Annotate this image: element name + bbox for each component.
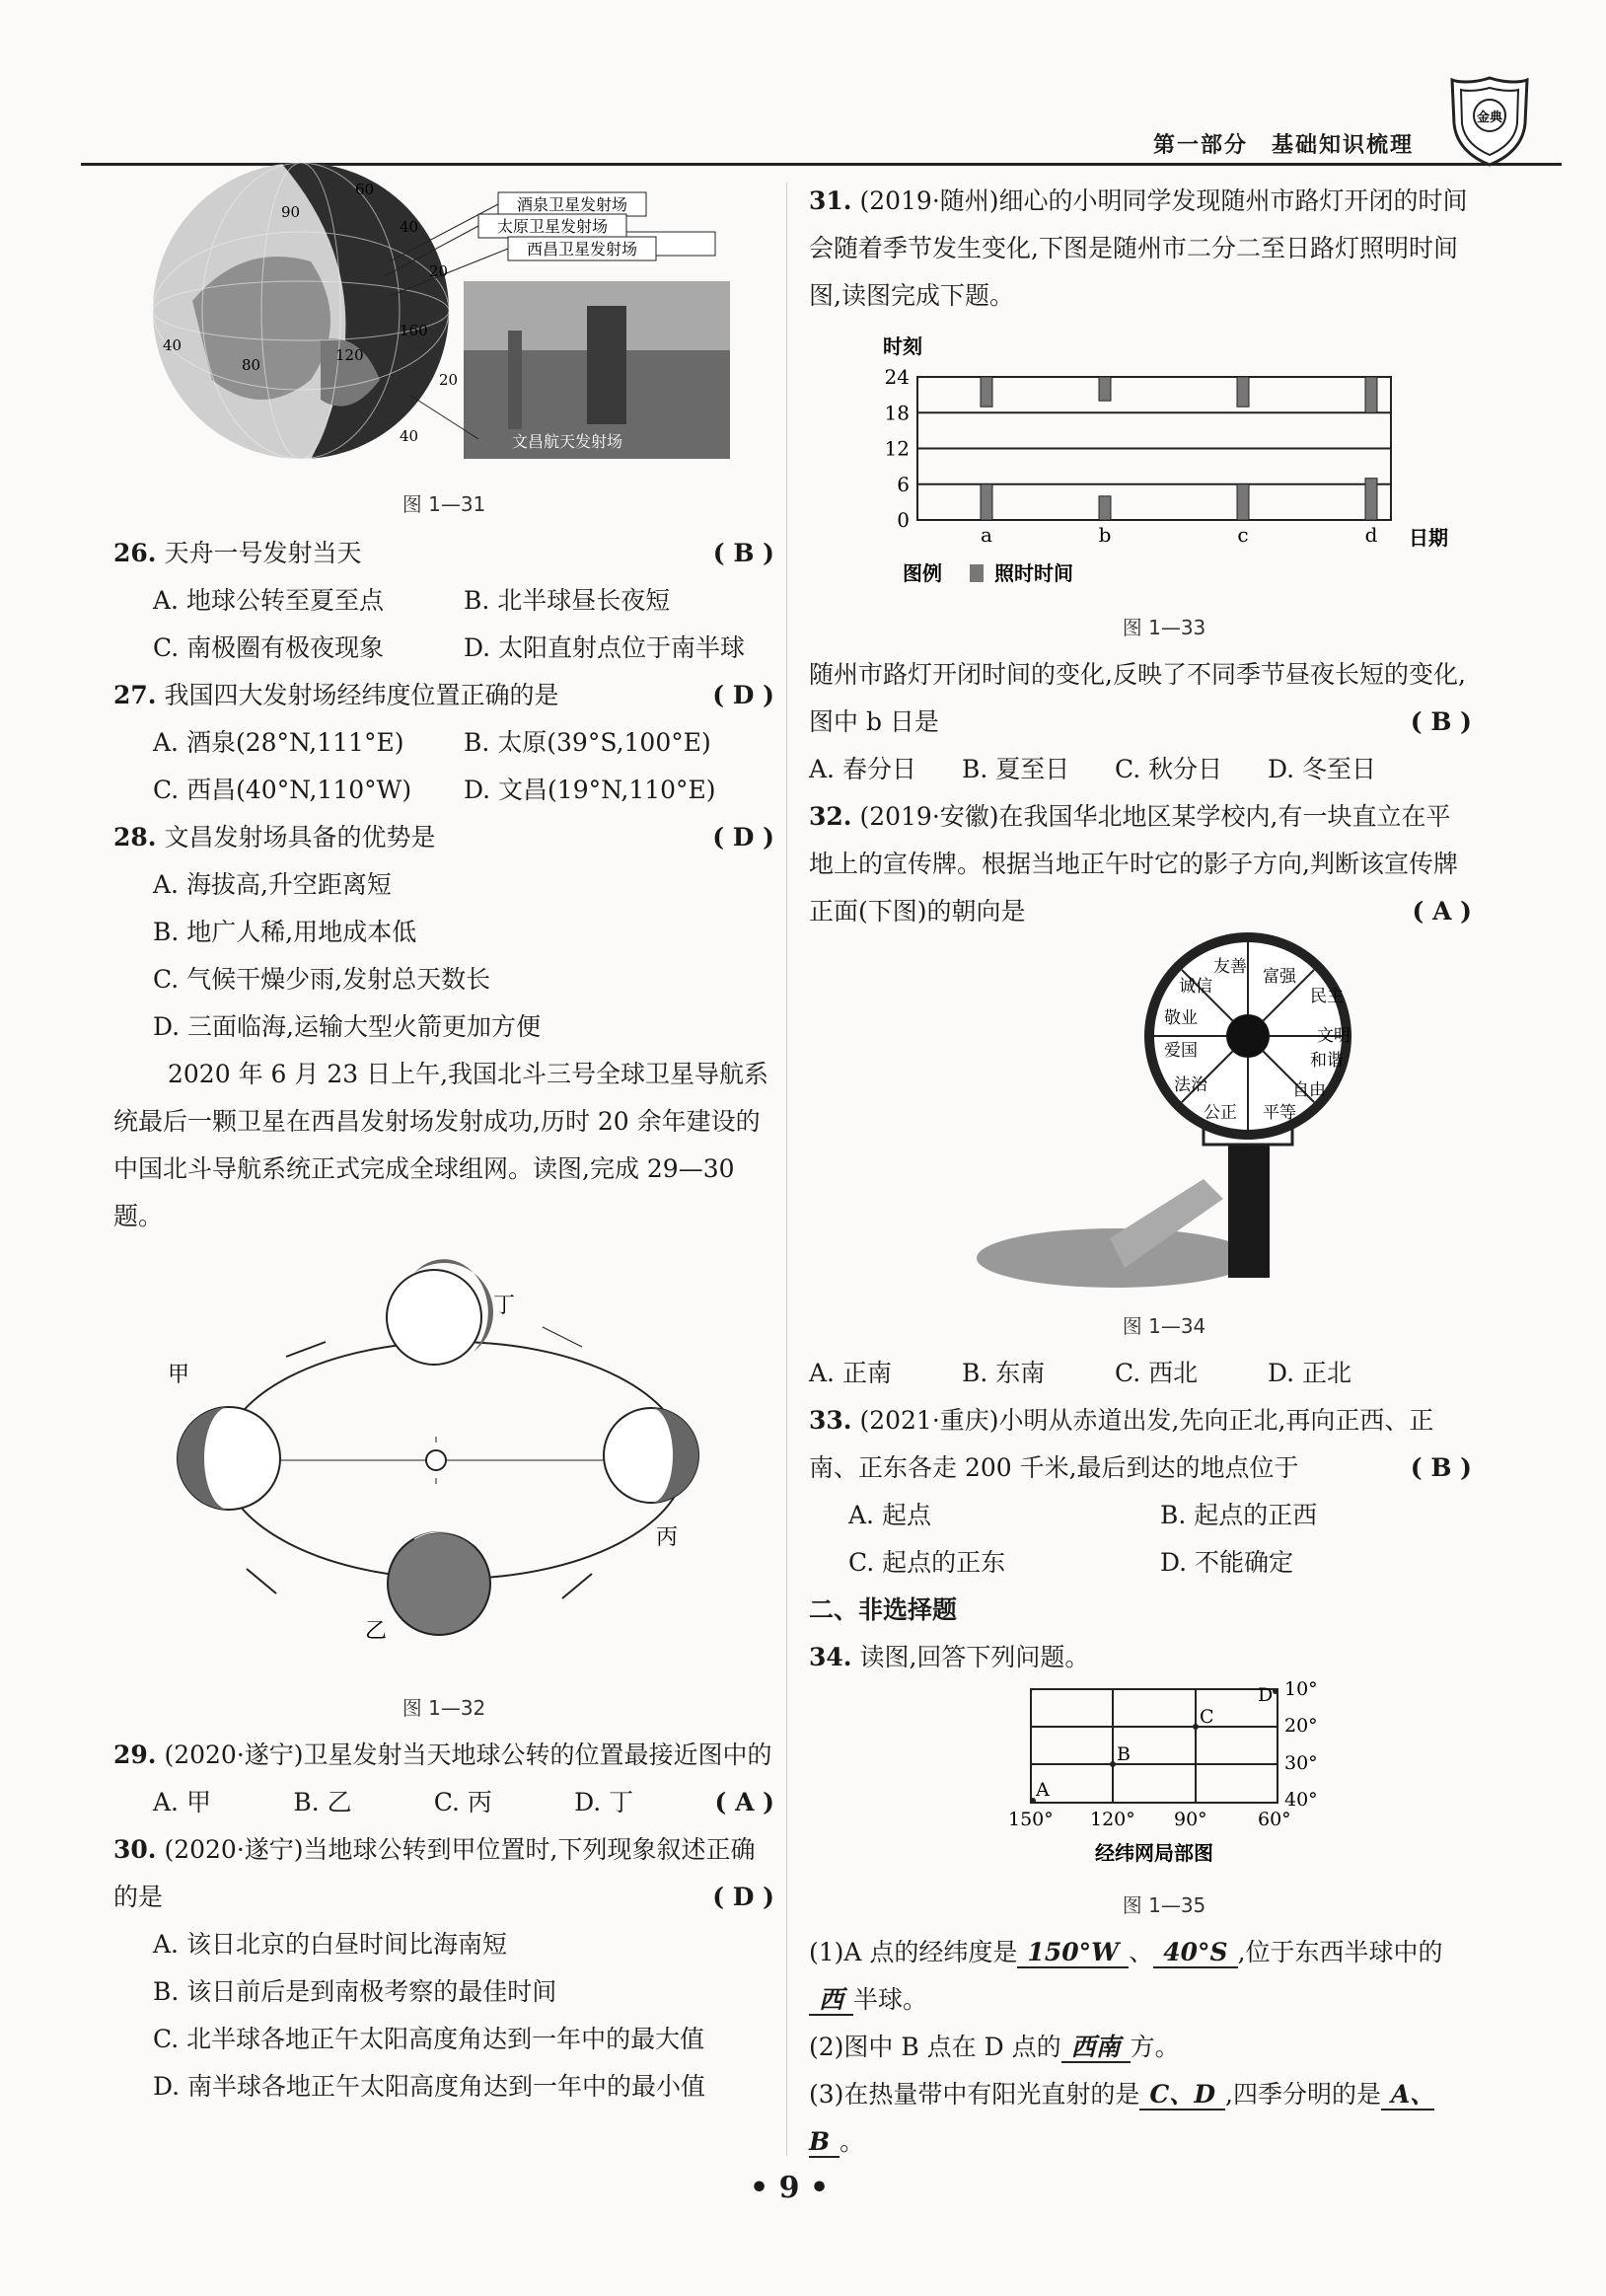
label-taiyuan: 太原卫星发射场 [496,217,609,236]
y-tick-label: 6 [897,472,910,496]
figure-1-32-orbit [168,1273,730,1648]
svg-text:20: 20 [439,371,459,389]
y-tick-label: 24 [884,365,910,389]
question-31: 31. (2019·随州)细心的小明同学发现随州市路灯开闭的时间会随着季节发生变化,下图是随州市二分二至日路灯照明时间图,读图完成下题。 [809,186,1468,310]
label-xichang: 西昌卫星发射场 [526,240,638,259]
svg-text:金典: 金典 [1476,111,1503,125]
svg-text:40°: 40° [1284,1789,1318,1811]
figure-1-31-caption: 图 1—31 [402,492,486,516]
answer-34-1: (1)A 点的经纬度是 150°W 、 40°S ,位于东西半球中的西 半球。 [809,1938,1443,2014]
chart-legend-item: 照时时间 [994,561,1073,585]
figure-1-31-globe [153,183,745,469]
answer-28: ( D ) [712,823,774,852]
figure-1-33-caption: 图 1—33 [1122,616,1206,639]
answer-34-2: (2)图中 B 点在 D 点的 西南 方。 [809,2033,1180,2061]
answer-32: ( A ) [1412,897,1472,926]
bar-c [1237,377,1249,407]
label-wenchang: 文昌航天发射场 [511,432,623,451]
question-26: 26. 天舟一号发射当天 ( B ) [113,530,774,577]
answer-27: ( D ) [712,681,774,709]
svg-text:和谐: 和谐 [1310,1051,1344,1071]
svg-text:30°: 30° [1284,1752,1318,1774]
bar-d [1365,479,1377,520]
svg-text:10°: 10° [1284,1678,1318,1700]
svg-text:120°: 120° [1090,1809,1135,1830]
svg-text:公正: 公正 [1204,1103,1237,1123]
earth-jia [178,1407,280,1510]
x-tick-label: d [1364,523,1378,547]
answer-31: ( B ) [1410,707,1472,736]
question-30: 30. (2020·遂宁)当地球公转到甲位置时,下列现象叙述正确的是 ( D ) [113,1826,774,1921]
svg-text:文明: 文明 [1317,1026,1350,1046]
svg-text:80: 80 [242,356,261,374]
label-ding: 丁 [493,1294,516,1318]
bar-d [1365,377,1377,412]
question-32: 32. (2019·安徽)在我国华北地区某学校内,有一块直立在平地上的宣传牌。根据当地正午时它的影子方向,判断该宣传牌正面(下图)的朝向是 ( A ) [809,793,1472,935]
label-bing: 丙 [656,1525,679,1550]
bar-b [1099,377,1111,401]
svg-text:敬业: 敬业 [1164,1008,1198,1028]
answer-33: ( B ) [1410,1453,1472,1482]
svg-text:20: 20 [429,262,449,280]
header-section: 第一部分 基础知识梳理 [1152,133,1414,158]
bar-c [1237,484,1249,520]
svg-text:40: 40 [400,427,419,445]
svg-text:60: 60 [355,181,375,198]
svg-text:A: A [1036,1779,1050,1801]
svg-text:40: 40 [400,218,419,236]
svg-text:150°: 150° [1008,1809,1054,1830]
bar-a [981,377,992,407]
question-29: 29. (2020·遂宁)卫星发射当天地球公转的位置最接近图中的 ( A ) [113,1732,774,1779]
x-tick-label: c [1237,523,1249,547]
bar-b [1099,496,1111,520]
svg-text:90: 90 [281,203,301,221]
svg-text:友善: 友善 [1213,957,1247,977]
x-tick-label: b [1098,523,1112,547]
svg-text:爱国: 爱国 [1164,1041,1198,1061]
figure-1-34-signboard [977,942,1361,1297]
y-tick-label: 18 [884,401,910,425]
svg-text:120: 120 [335,346,364,364]
earth-ding [387,1259,493,1365]
question-28: 28. 文昌发射场具备的优势是 ( D ) [113,814,774,861]
answer-29: ( A ) [714,1788,774,1816]
chart-legend-title: 图例 [903,561,942,585]
svg-text:160: 160 [400,322,428,339]
x-tick-label: a [981,523,992,547]
svg-text:诚信: 诚信 [1179,977,1212,997]
figure-1-35-caption: 图 1—35 [1122,1893,1206,1917]
intro-paragraph: 2020 年 6 月 23 日上午,我国北斗三号全球卫星导航系统最后一颗卫星在西昌发射场发射成功,历时 20 余年建设的中国北斗导航系统正式完成全球组网。读图,完成 29—30 题。 [113,1060,769,1230]
svg-text:法治: 法治 [1174,1075,1207,1095]
answer-34-3: (3)在热量带中有阳光直射的是 C、D ,四季分明的是 A、B 。 [809,2080,1435,2156]
svg-text:D: D [1258,1684,1274,1706]
figure-1-33-chart [868,326,1480,592]
answer-30: ( D ) [712,1883,774,1911]
figure-1-32-caption: 图 1—32 [402,1696,486,1720]
answer-26: ( B ) [712,539,774,567]
svg-text:民主: 民主 [1310,987,1344,1006]
svg-text:40: 40 [163,336,182,354]
svg-text:C: C [1200,1706,1214,1728]
svg-text:平等: 平等 [1263,1103,1296,1123]
svg-text:20°: 20° [1284,1715,1318,1737]
svg-text:自由: 自由 [1292,1080,1326,1100]
question-27: 27. 我国四大发射场经纬度位置正确的是 ( D ) [113,672,774,719]
column-divider [786,183,787,2156]
page-number: • 9 • [750,2171,830,2205]
section-heading: 二、非选择题 [809,1595,958,1624]
y-tick-label: 0 [897,508,910,532]
svg-text:60°: 60° [1258,1809,1291,1830]
map-title: 经纬网局部图 [1095,1841,1213,1865]
question-34: 34. 读图,回答下列问题。 [809,1643,1090,1671]
figure-1-35-graticule [996,1677,1351,1880]
label-jiuquan: 酒泉卫星发射场 [516,195,628,214]
shield-logo-icon [1448,74,1532,168]
legend-swatch [970,564,984,582]
label-jia: 甲 [168,1363,190,1387]
svg-text:B: B [1117,1743,1131,1765]
y-tick-label: 12 [884,436,910,461]
earth-bing [604,1408,698,1503]
bar-a [981,484,992,520]
sun-icon [426,1450,446,1470]
svg-text:90°: 90° [1174,1809,1207,1830]
question-33: 33. (2021·重庆)小明从赤道出发,先向正北,再向正西、正南、正东各走 200 千米,最后到达的地点位于 ( B ) [809,1397,1472,1492]
question-31-stem: 随州市路灯开闭时间的变化,反映了不同季节昼夜长短的变化,图中 b 日是 ( B ) [809,651,1472,746]
figure-1-34-caption: 图 1—34 [1122,1314,1206,1338]
label-yi: 乙 [365,1619,388,1644]
earth-yi [388,1532,490,1635]
chart-xlabel: 日期 [1409,526,1448,550]
svg-text:富强: 富强 [1263,967,1296,987]
chart-ylabel: 时刻 [883,334,922,358]
